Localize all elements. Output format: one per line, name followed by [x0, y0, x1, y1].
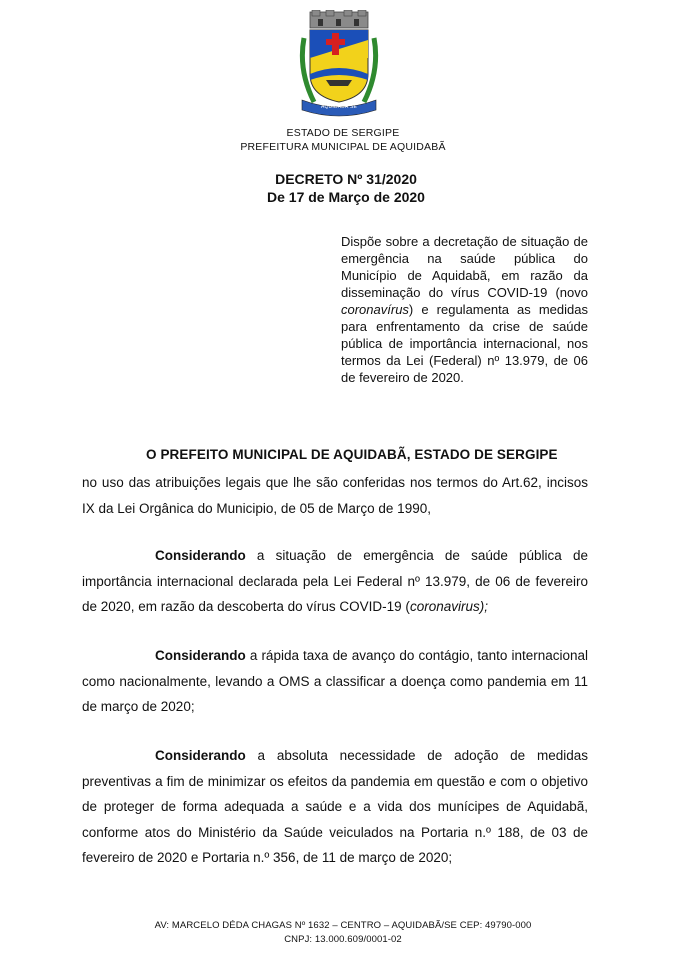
consideration-end: ); — [479, 599, 488, 614]
consideration-italic: coronavirus — [409, 599, 480, 614]
municipality-name: PREFEITURA MUNICIPAL DE AQUIDABÃ — [240, 141, 446, 153]
consideration-paragraph — [82, 543, 588, 620]
state-name: ESTADO DE SERGIPE — [286, 127, 400, 139]
footer-address: AV: MARCELO DÉDA CHAGAS Nº 1632 – CENTRO – AQUIDABÃ/SE CEP: 49790-000 — [154, 920, 532, 931]
municipal-coat-of-arms — [296, 10, 382, 122]
consideration-text: a rápida taxa de avanço do contágio, tanto internacional como nacionalmente, levando a OMS a classificar a doença como pandemia em 11 de março de 2020; — [82, 648, 588, 714]
consideration-paragraph — [82, 643, 588, 720]
decree-number: DECRETO Nº 31/2020 — [275, 171, 417, 187]
preamble-paragraph: no uso das atribuições legais que lhe são conferidas nos termos do Art.62, incisos IX da Lei Orgânica do Municipio, de 05 de Março de 1990, — [82, 475, 588, 516]
decree-summary — [341, 233, 588, 386]
mayor-heading: O PREFEITO MUNICIPAL DE AQUIDABÃ, ESTADO DE SERGIPE — [146, 447, 558, 462]
summary-text-end: ) e regulamenta as medidas para enfrentamento da crise de saúde pública de importância internacional, nos termos da Lei (Federal) nº 13.979, de 06 de fevereiro de 2020. — [341, 302, 588, 385]
footer-cnpj: CNPJ: 13.000.609/0001-02 — [284, 934, 402, 945]
crest-banner-text: AQUIDABÃ SE — [320, 104, 358, 110]
consideration-lead: Considerando — [155, 548, 246, 563]
consideration-lead: Considerando — [155, 748, 246, 763]
consideration-lead: Considerando — [155, 648, 246, 663]
consideration-text: a situação de emergência de saúde pública de importância internacional declarada pela Lei Federal nº 13.979, de 06 de fevereiro de 2020, em razão da descoberta do vírus COVID-19 ( — [82, 548, 588, 614]
consideration-text: a absoluta necessidade de adoção de medidas preventivas a fim de minimizar os efeitos da pandemia em questão e com o objetivo de proteger de forma adequada a saúde e a vida dos munícipes de Aquidabã, conforme atos do Ministério da Saúde veiculados na Portaria n.º 188, de 03 de fevereiro de 2020 e Portaria n.º 356, de 11 de março de 2020; — [82, 748, 588, 865]
consideration-paragraph — [82, 743, 588, 871]
decree-date: De 17 de Março de 2020 — [267, 189, 425, 205]
summary-italic: coronavírus — [341, 302, 409, 317]
summary-text: Dispõe sobre a decretação de situação de emergência na saúde pública do Município de Aquidabã, em razão da disseminação do vírus COVID-19 (novo — [341, 234, 588, 300]
